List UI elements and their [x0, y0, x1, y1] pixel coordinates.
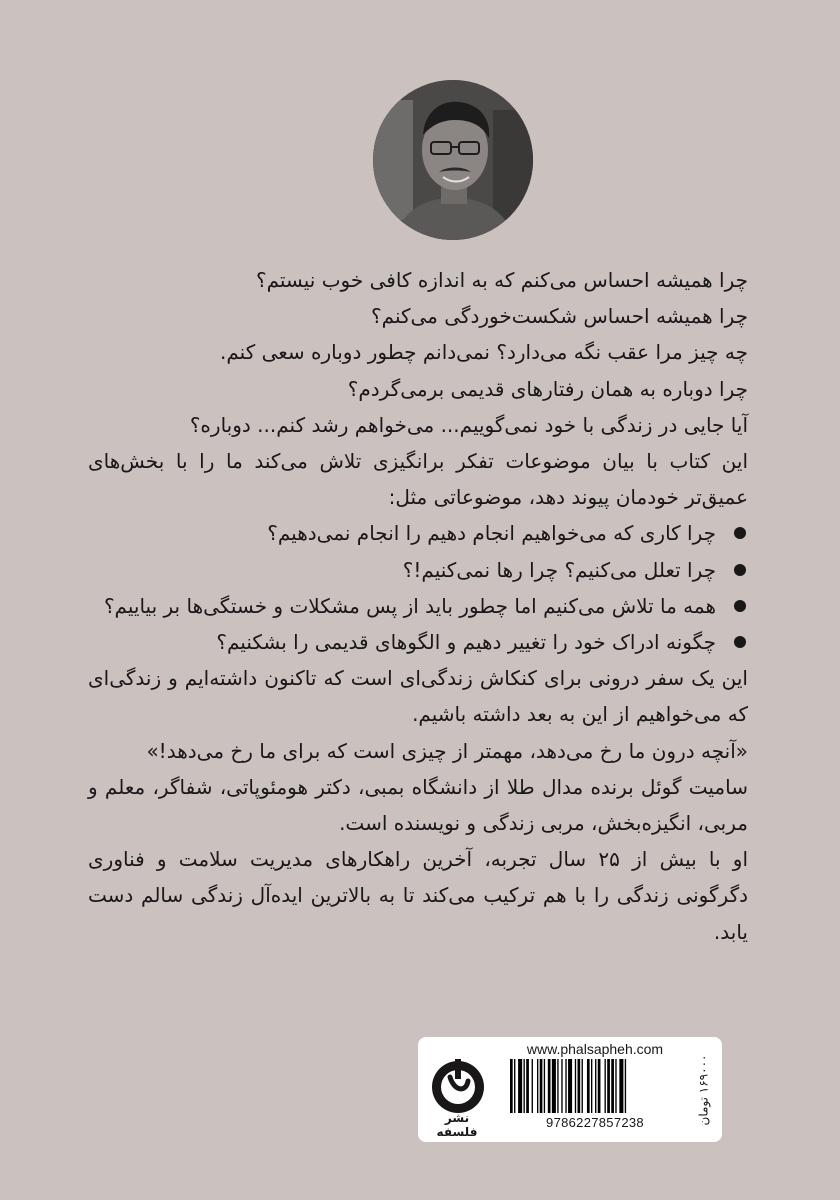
list-item: چرا تعلل می‌کنیم؟ چرا رها نمی‌کنیم!؟: [88, 552, 748, 588]
author-experience: او با بیش از ۲۵ سال تجربه، آخرین راهکارهای مدیریت سلامت و فناوری دگرگونی زندگی را با هم ترکیب می‌کند تا به بالاترین ایده‌آل زندگی سالم دست یابد.: [88, 847, 748, 944]
topic-list: [88, 515, 748, 660]
back-cover-text: [88, 262, 748, 950]
author-portrait-icon: [373, 80, 533, 240]
publisher-url: www.phalsapheh.com: [526, 1041, 664, 1057]
intro-line: چه چیز مرا عقب نگه می‌دارد؟ نمی‌دانم چطور دوباره سعی کنم.: [219, 340, 748, 365]
intro-line: آیا جایی در زندگی با خود نمی‌گوییم... می‌خواهم رشد کنم... دوباره؟: [189, 412, 748, 437]
barcode-bars: [508, 1059, 684, 1113]
list-item: چگونه ادراک خود را تغییر دهیم و الگوهای قدیمی را بشکنیم؟: [88, 624, 748, 660]
isbn-number: 9786227857238: [546, 1115, 644, 1130]
intro-paragraph: این کتاب با بیان موضوعات تفکر برانگیزی تلاش می‌کند ما را با بخش‌های عمیق‌تر خودمان پیوند دهد، موضوعاتی مثل:: [88, 449, 748, 510]
author-photo: [373, 80, 533, 240]
intro-line: چرا همیشه احساس می‌کنم که به اندازه کافی خوب نیستم؟: [255, 268, 748, 292]
intro-line: چرا همیشه احساس شکست‌خوردگی می‌کنم؟: [371, 304, 748, 329]
quote: «آنچه درون ما رخ می‌دهد، مهمتر از چیزی است که برای ما رخ می‌دهد!»: [146, 738, 748, 763]
publisher-name: نشر فلسفه: [436, 1111, 478, 1139]
price-text: ۱۶۹۰۰۰ تومان: [696, 1054, 711, 1126]
barcode-panel: [418, 1037, 722, 1142]
list-item: چرا کاری که می‌خواهیم انجام دهیم را انجام نمی‌دهیم؟: [88, 515, 748, 551]
price-label: [686, 1045, 720, 1135]
list-item: همه ما تلاش می‌کنیم اما چطور باید از پس مشکلات و خستگی‌ها بر بیاییم؟: [88, 588, 748, 624]
author-bio: سامیت گوئل برنده مدال طلا از دانشگاه بمبی، دکتر هومئوپاتی، شفاگر، معلم و مربی، انگیزه‌بخش، مربی زندگی و نویسنده است.: [88, 774, 748, 836]
intro-line: چرا دوباره به همان رفتارهای قدیمی برمی‌گردم؟: [347, 376, 748, 401]
journey-paragraph: این یک سفر درونی برای کنکاش زندگی‌ای است که تاکنون داشته‌ایم و زندگی‌ای که می‌خواهیم از این به بعد داشته باشیم.: [88, 666, 748, 727]
